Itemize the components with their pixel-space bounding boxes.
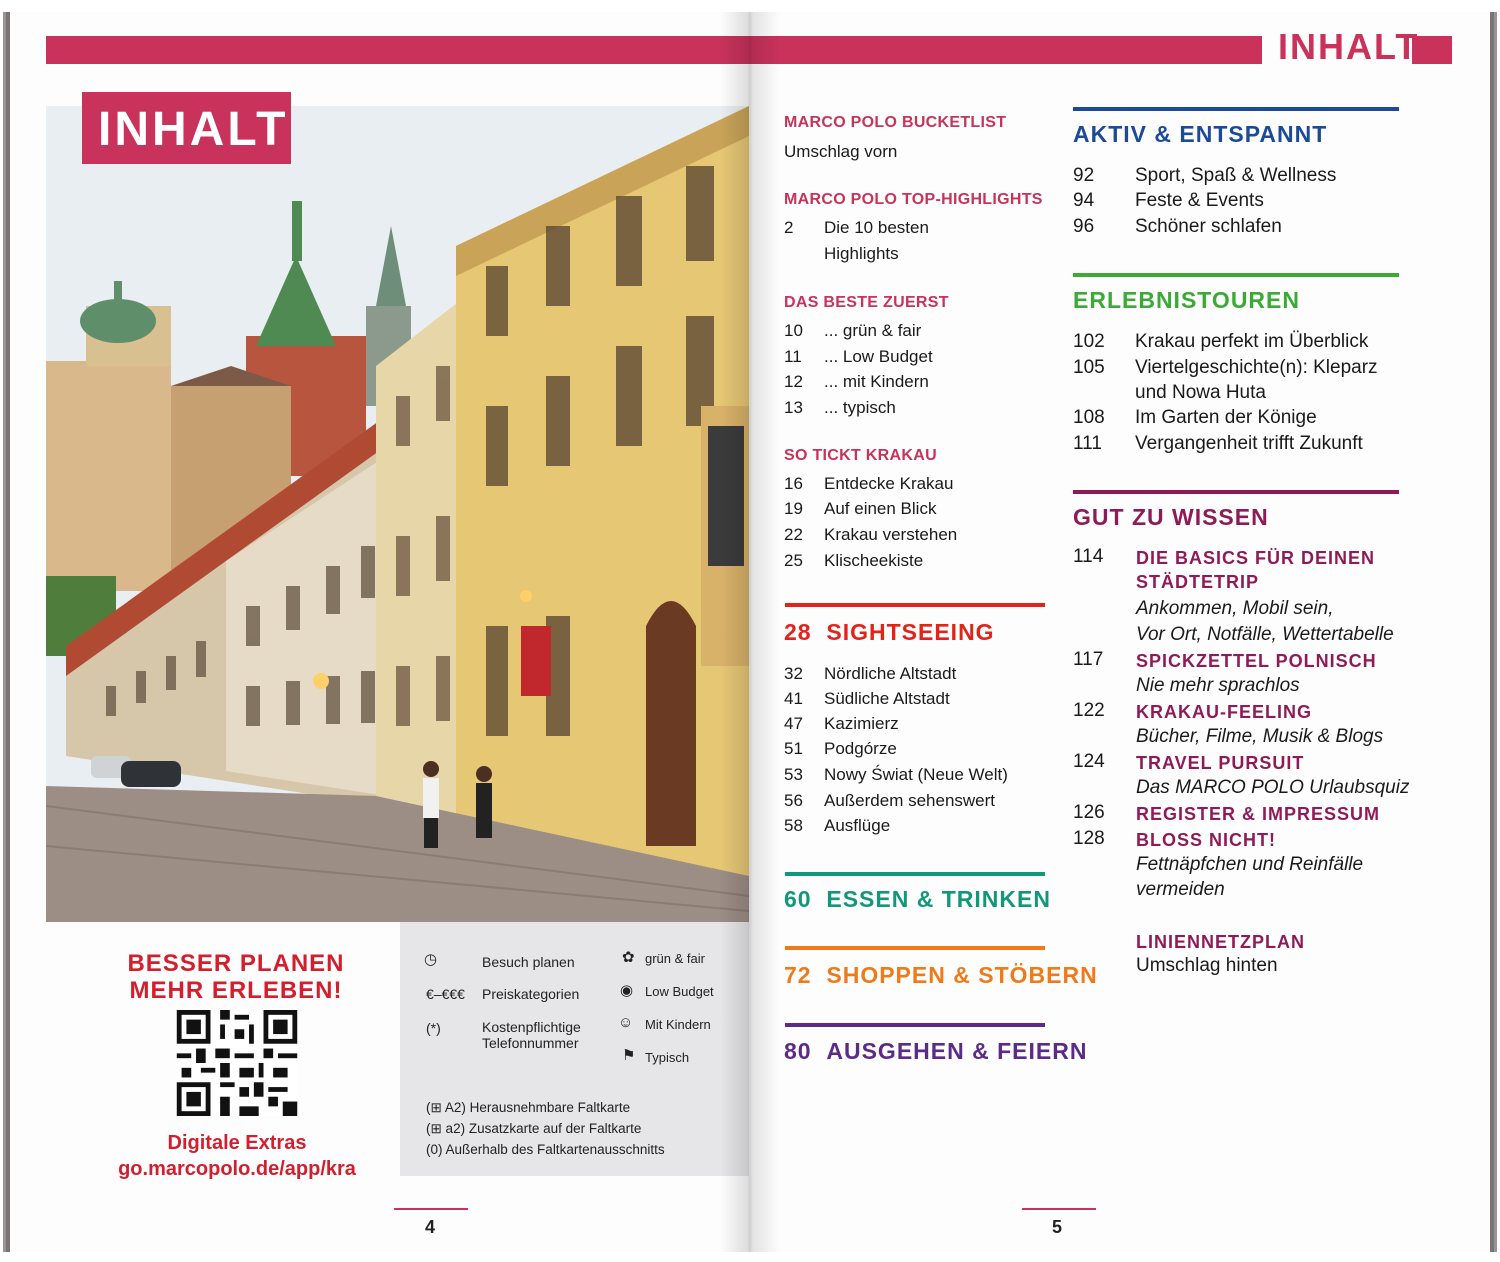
- page-number-rule: [1022, 1208, 1096, 1210]
- open-book: INHALT INHALT BESSER PLANEN MEHR ERLEBEN! Digitale Extras go.marcopolo.de/app/kra ◷ Besuch planen €–€€€ Preiskategorien (*) Kostenpflichtige Telefonnummer ✿ grün & fair ◉ Low Budget ☺ Mit Kindern ⚑ Typisch (⊞ A2) Herausnehmbare Faltkarte (⊞ a2) Zusatzkarte auf der Faltkarte (0) Außerhalb des Faltkartenausschnitts 4 MARCO POLO BUCKETLIST Umschlag vorn MARCO POLO TOP-HIGHLIGHTS 2 Die 10 besten Highlights DAS BESTE ZUERST 10 ... grün & fair 11 ... Low Budget 12 ... mit Kindern 13 ... typisch SO TICKT KRAKAU 16 Entdecke Krakau 19 Auf einen Blick 22 Krakau verstehen 25 Klischeekiste 28 SIGHTSEEING 32 Nördliche Altstadt 41 Südliche Altstadt 47 Kazimierz 51 Podgórze 53 Nowy Świat (Neue Welt) 56 Außerdem sehenswert 58 Ausflüge 60 ESSEN & TRINKEN 72 SHOPPEN & STÖBERN 80 AUSGEHEN & FEIERN AKTIV & ENTSPANNT 92 Sport, Spaß & Wellness 94 Feste & Events 96 Schöner schlafen ERLEBNISTOUREN 102 Krakau perfekt im Überblick 105 Viertelgeschichte(n): Kleparz und Nowa Huta 108 Im Garten der Könige 111 Vergangenheit trifft Zukunft GUT ZU WISSEN 114 DIE BASICS FÜR DEINEN STÄDTETRIP Ankommen, Mobil sein, Vor Ort, Notfälle, Wettertabelle 117 SPICKZETTEL POLNISCH Nie mehr sprachlos 122 KRAKAU-FEELING Bücher, Filme, Musik & Blogs 124 TRAVEL PURSUIT Das MARCO POLO Urlaubsquiz 126 REGISTER & IMPRESSUM 128 BLOSS NICHT! Fettnäpfchen und Reinfälle vermeiden LINIENNETZPLAN Umschlag hinten 5: [0, 0, 1500, 1262]
- ausgehen-rule: [785, 1023, 1045, 1027]
- piggy-bank-icon: ◉: [620, 982, 634, 999]
- toc-item[interactable]: 2 Die 10 besten: [784, 218, 929, 237]
- legend-symbol: (*): [426, 1020, 441, 1036]
- leaf-icon: ✿: [622, 949, 635, 966]
- section-aktiv-entspannt[interactable]: AKTIV & ENTSPANNT: [1073, 121, 1328, 147]
- toc-item[interactable]: 12 ... mit Kindern: [784, 372, 929, 391]
- tag-label: grün & fair: [645, 951, 705, 966]
- section-gut-zu-wissen[interactable]: GUT ZU WISSEN: [1073, 504, 1269, 530]
- section-so-tickt-krakau[interactable]: SO TICKT KRAKAU: [784, 447, 937, 464]
- toc-item[interactable]: 41 Südliche Altstadt: [784, 689, 950, 708]
- map-note: (⊞ a2) Zusatzkarte auf der Faltkarte: [426, 1121, 642, 1136]
- tag-label: Mit Kindern: [645, 1017, 711, 1032]
- header-bar-right: [750, 36, 1262, 64]
- section-erlebnistouren[interactable]: ERLEBNISTOUREN: [1073, 287, 1300, 313]
- toc-item[interactable]: 32 Nördliche Altstadt: [784, 664, 957, 683]
- toc-item[interactable]: 25 Klischeekiste: [784, 551, 924, 570]
- promo-headline: [100, 950, 372, 1004]
- kids-icon: ☺: [618, 1014, 634, 1031]
- map-note: (0) Außerhalb des Faltkartenausschnitts: [426, 1142, 665, 1157]
- book-spine-shadow: [720, 12, 780, 1252]
- toc-item[interactable]: 10 ... grün & fair: [784, 321, 922, 340]
- clock-icon: ◷: [424, 951, 438, 968]
- page-title-box: [82, 92, 291, 164]
- digital-extras: [96, 1130, 378, 1182]
- flag-icon: ⚑: [622, 1047, 636, 1064]
- section-beste-zuerst[interactable]: DAS BESTE ZUERST: [784, 294, 949, 311]
- legend-label: Besuch planen: [482, 954, 575, 970]
- toc-item: Highlights: [824, 244, 899, 263]
- toc-item[interactable]: 102 Krakau perfekt im Überblick: [1073, 331, 1369, 352]
- header-bar-left: [46, 36, 750, 64]
- section-shoppen[interactable]: 72 SHOPPEN & STÖBERN: [784, 962, 1098, 988]
- promo-line-1: BESSER PLANEN: [127, 950, 345, 977]
- tag-label: Low Budget: [645, 984, 714, 999]
- touren-rule: [1073, 273, 1399, 277]
- street-scene-illustration: [46, 106, 749, 922]
- page-number-rule: [394, 1208, 468, 1210]
- header-title: INHALT: [1278, 26, 1420, 67]
- page-number-right: 5: [1052, 1217, 1063, 1237]
- shoppen-rule: [785, 946, 1045, 950]
- sightseeing-rule: [785, 603, 1045, 607]
- toc-item[interactable]: 16 Entdecke Krakau: [784, 474, 954, 493]
- toc-item[interactable]: 56 Außerdem sehenswert: [784, 791, 996, 810]
- section-ausgehen[interactable]: 80 AUSGEHEN & FEIERN: [784, 1038, 1088, 1064]
- toc-item[interactable]: 111 Vergangenheit trifft Zukunft: [1073, 433, 1363, 454]
- wissen-rule: [1073, 490, 1399, 494]
- tag-label: Typisch: [645, 1050, 690, 1065]
- essen-rule: [785, 872, 1045, 876]
- page-number-left: 4: [425, 1217, 436, 1237]
- page-title: INHALT: [98, 103, 289, 156]
- toc-item[interactable]: 108 Im Garten der Könige: [1073, 407, 1317, 428]
- promo-line-2: MEHR ERLEBEN!: [129, 977, 343, 1004]
- map-note: (⊞ A2) Herausnehmbare Faltkarte: [426, 1100, 631, 1115]
- aktiv-rule: [1073, 107, 1399, 111]
- toc-item[interactable]: 58 Ausflüge: [784, 816, 891, 835]
- section-essen-trinken[interactable]: 60 ESSEN & TRINKEN: [784, 886, 1051, 912]
- toc-item: und Nowa Huta: [1135, 382, 1266, 403]
- legend-label: Preiskategorien: [482, 986, 580, 1002]
- legend-box: [400, 922, 749, 1176]
- toc-item[interactable]: 22 Krakau verstehen: [784, 525, 958, 544]
- section-bucketlist[interactable]: MARCO POLO BUCKETLIST: [784, 114, 1007, 131]
- cover-photo: [46, 106, 749, 922]
- legend-label: Kostenpflichtige Telefonnummer: [482, 1019, 581, 1051]
- extras-url[interactable]: go.marcopolo.de/app/kra: [118, 1158, 356, 1180]
- toc-item[interactable]: 51 Podgórze: [784, 739, 897, 758]
- section-top-highlights[interactable]: MARCO POLO TOP-HIGHLIGHTS: [784, 191, 1043, 208]
- extras-label: Digitale Extras: [167, 1132, 307, 1154]
- toc-item[interactable]: 92 Sport, Spaß & Wellness: [1073, 165, 1337, 186]
- legend-symbol: €–€€€: [426, 986, 465, 1002]
- toc-item[interactable]: 19 Auf einen Blick: [784, 499, 937, 518]
- toc-item[interactable]: 105 Viertelgeschichte(n): Kleparz: [1073, 357, 1378, 378]
- toc-item[interactable]: 11 ... Low Budget: [784, 347, 933, 366]
- toc-item[interactable]: 13 ... typisch: [784, 398, 896, 417]
- toc-item[interactable]: 53 Nowy Świat (Neue Welt): [784, 765, 1008, 784]
- section-sightseeing[interactable]: 28 SIGHTSEEING: [784, 619, 995, 645]
- toc-item[interactable]: 96 Schöner schlafen: [1073, 216, 1282, 237]
- qr-code[interactable]: [176, 1010, 298, 1116]
- toc-item[interactable]: 47 Kazimierz: [784, 714, 899, 733]
- toc-item[interactable]: 94 Feste & Events: [1073, 190, 1264, 211]
